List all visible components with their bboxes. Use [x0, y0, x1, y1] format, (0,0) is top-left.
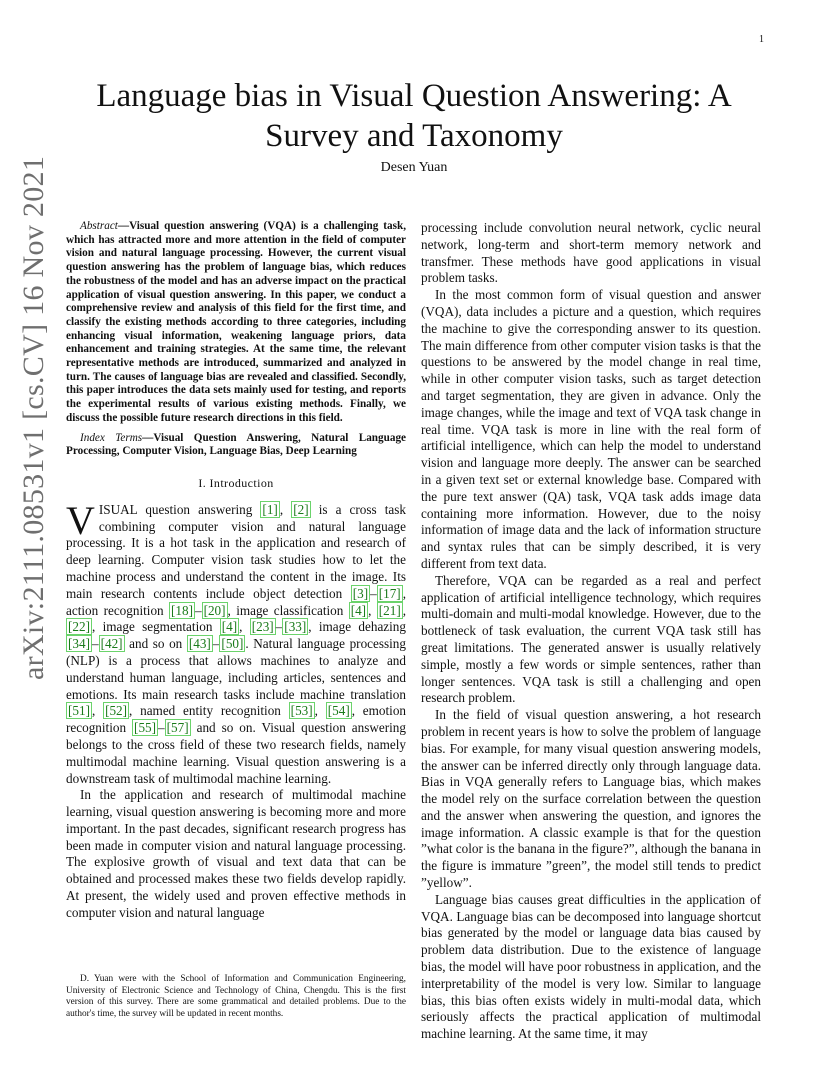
- citation-link[interactable]: [34]: [68, 636, 90, 652]
- text-run: ,: [368, 602, 377, 618]
- right-column: [421, 220, 761, 1043]
- intro-paragraph-1: [66, 497, 407, 788]
- citation-link[interactable]: [23]: [251, 619, 274, 635]
- abstract-text: —Visual question answering (VQA) is a challenging task, which has attracted more and more attention in the field of computer vision and natural language processing. However, the current visual question answering has the problem of language bias, which reduces the robustness of the model and has an adverse impact on the practical application of visual question answering. In this paper, we conduct a comprehensive review and analysis of this field for the first time, and classify the existing methods according to three categories, including enhancing visual information, weakening language priors, data enhancement and training strategies. At the same time, the relevant representative methods are introduced, summarized and analyzed in turn. The causes of language bias are revealed and classified. Secondly, this paper introduces the data sets mainly used for testing, and reports the experimental results of various existing methods. Finally, we discuss the possible future research directions in this field.: [66, 220, 406, 424]
- citation-link[interactable]: [42]: [100, 636, 123, 652]
- text-run: and so on: [124, 636, 187, 652]
- text-run: , action recognition: [66, 585, 406, 618]
- text-run: ,: [239, 619, 250, 635]
- citation-link[interactable]: [20]: [203, 602, 226, 618]
- citation-link[interactable]: [2]: [293, 501, 309, 517]
- intro-paragraph-5: In the field of visual question answering, a hot research problem in recent years is how to solve the problem of language bias. For example, for many visual question answering models, the answer can be inferred directly only through language data. Bias in VQA generally refers to Language bias, which makes the model rely on the surface correlation between the question and the answer when answering the question, and ignores the image information. A classic example is that for the question ”what color is the banana in the figure?”, although the banana in the figure is immature ”green”, the model still tends to predict ”yellow”.: [421, 707, 761, 891]
- citation-link[interactable]: [51]: [68, 703, 90, 719]
- index-terms: [66, 432, 406, 459]
- arxiv-identifier-stamp: arXiv:2111.08531v1 [cs.CV] 16 Nov 2021: [17, 155, 50, 680]
- citation-link[interactable]: [53]: [290, 703, 313, 719]
- citation-link[interactable]: [4]: [221, 619, 238, 635]
- citation-link[interactable]: [3]: [352, 585, 369, 601]
- text-run: . Natural language processing (NLP) is a process that allows machines to analyze and understand human language, including articles, sentences and emotions. Its main research tasks include machine translation: [66, 636, 406, 702]
- text-run: ,: [402, 602, 407, 618]
- text-run: and so on. Visual question answering belongs to the cross field of these two research fields, namely multimodal machine learning. Visual question answering is a downstream task of multimodal machine learning.: [66, 720, 406, 786]
- section-heading-introduction: I. Introduction: [198, 475, 274, 490]
- footnote-rule: [66, 952, 126, 953]
- text-run: –: [212, 636, 220, 652]
- paper-title: Language bias in Visual Question Answering: A Survey and Taxonomy: [96, 78, 732, 154]
- text-run: ISUAL question answering: [98, 501, 261, 517]
- index-terms-label: Index Terms: [80, 431, 143, 444]
- text-run: , image segmentation: [91, 619, 220, 635]
- citation-link[interactable]: [55]: [134, 720, 157, 736]
- page-number: 1: [759, 34, 764, 45]
- citation-link[interactable]: [21]: [378, 602, 401, 618]
- intro-paragraph-6: Language bias causes great difficulties in the application of VQA. Language bias can be decomposed into language shortcut bias generated by the model or language data bias caused by problem data distribution. Due to the existence of language bias, the model will have poor robustness in application, and the interpretability of the model is very low. Similar to language bias, this bias often exists widely in multi-modal data, which seriously affects the practical application of multimodal machine learning. At the same time, it may: [421, 891, 761, 1042]
- text-run: , named entity recognition: [129, 703, 289, 719]
- text-run: , image classification: [227, 602, 349, 618]
- citation-link[interactable]: [54]: [327, 703, 350, 719]
- citation-link[interactable]: [33]: [284, 619, 307, 635]
- text-run: ,: [279, 501, 292, 517]
- citation-link[interactable]: [50]: [221, 636, 244, 652]
- text-run: , emotion recognition: [66, 703, 407, 736]
- text-run: –: [91, 636, 99, 652]
- text-run: , image dehazing: [308, 619, 406, 635]
- author-name: Desen Yuan: [380, 160, 448, 175]
- citation-link[interactable]: [57]: [166, 720, 189, 736]
- intro-paragraph-3: In the most common form of visual question and answer (VQA), data includes a picture and a question, which requires the machine to give the corresponding answer to its question. The main difference from other computer vision tasks is that the questions to be answered by the model change in real time, while in other computer vision tasks, such as target detection and target segmentation, they are given in advance. Only the image changes, while the image and text of VQA task change in real time. VQA task is more in line with the real form of artificial intelligence, which can help the model to understand vision and language more deeply. The answer can be searched in a given text set or external knowledge base. Compared with the pure text answer (QA) task, VQA task adds image data containing more information. However, due to the noisy information of image data and the lack of information structure and syntax rules that can be simply described, it is very different from text data.: [421, 287, 761, 571]
- affiliation-footnote: D. Yuan were with the School of Information and Communication Engineering, University of Electronic Science and Technology of China, Chengdu. This is the first version of this survey. There are some grammatical and detailed problems. Due to the author's time, the survey will be updated in recent months.: [66, 974, 406, 1019]
- citation-link[interactable]: [1]: [262, 501, 278, 517]
- drop-cap-letter: V: [66, 497, 95, 543]
- text-run: ,: [91, 703, 104, 719]
- intro-paragraph-4: Therefore, VQA can be regarded as a real and perfect application of artificial intelligence technology, which requires multi-domain and multi-modal knowledge. However, due to the bottleneck of task evaluation, the current VQA task still has great limitations. The generated answer is usually relatively simple, mostly a few words or simple sentences, rather than longer sentences. VQA task is still a challenging and open research problem.: [421, 572, 761, 706]
- index-terms-text: —Visual Question Answering, Natural Language Processing, Computer Vision, Language Bias, Deep Learning: [66, 431, 407, 458]
- citation-link[interactable]: [4]: [350, 602, 367, 618]
- intro-paragraph-2: In the application and research of multimodal machine learning, visual question answering is becoming more and more important. In the past decades, significant research progress has been made in computer vision and natural language processing. The explosive growth of visual and text data that can be obtained and processed makes these two fields develop rapidly. At present, the widely used and proven effective methods in computer vision and natural language: [66, 787, 406, 920]
- citation-link[interactable]: [22]: [68, 619, 90, 635]
- text-run: ,: [314, 703, 326, 719]
- text-run: –: [158, 720, 165, 736]
- text-run: –: [275, 619, 283, 635]
- left-column: [66, 220, 406, 922]
- text-run: –: [194, 602, 202, 618]
- text-run: –: [370, 585, 377, 601]
- citation-link[interactable]: [17]: [378, 585, 401, 601]
- abstract-label: Abstract: [80, 220, 118, 232]
- citation-link[interactable]: [18]: [170, 602, 193, 618]
- citation-link[interactable]: [43]: [188, 636, 211, 652]
- text-run: is a cross task combining computer vision and natural language processing. It is a hot task in the application and research of deep learning. Computer vision task studies how to let the machine process and understand the content in the image. Its main research contents include object detection: [66, 501, 407, 601]
- abstract: [66, 220, 406, 426]
- intro-paragraph-2-continued: processing include convolution neural network, cyclic neural network, long-term and short-term memory network and transfmer. These methods have good applications in visual problem tasks.: [421, 220, 761, 286]
- citation-link[interactable]: [52]: [105, 703, 128, 719]
